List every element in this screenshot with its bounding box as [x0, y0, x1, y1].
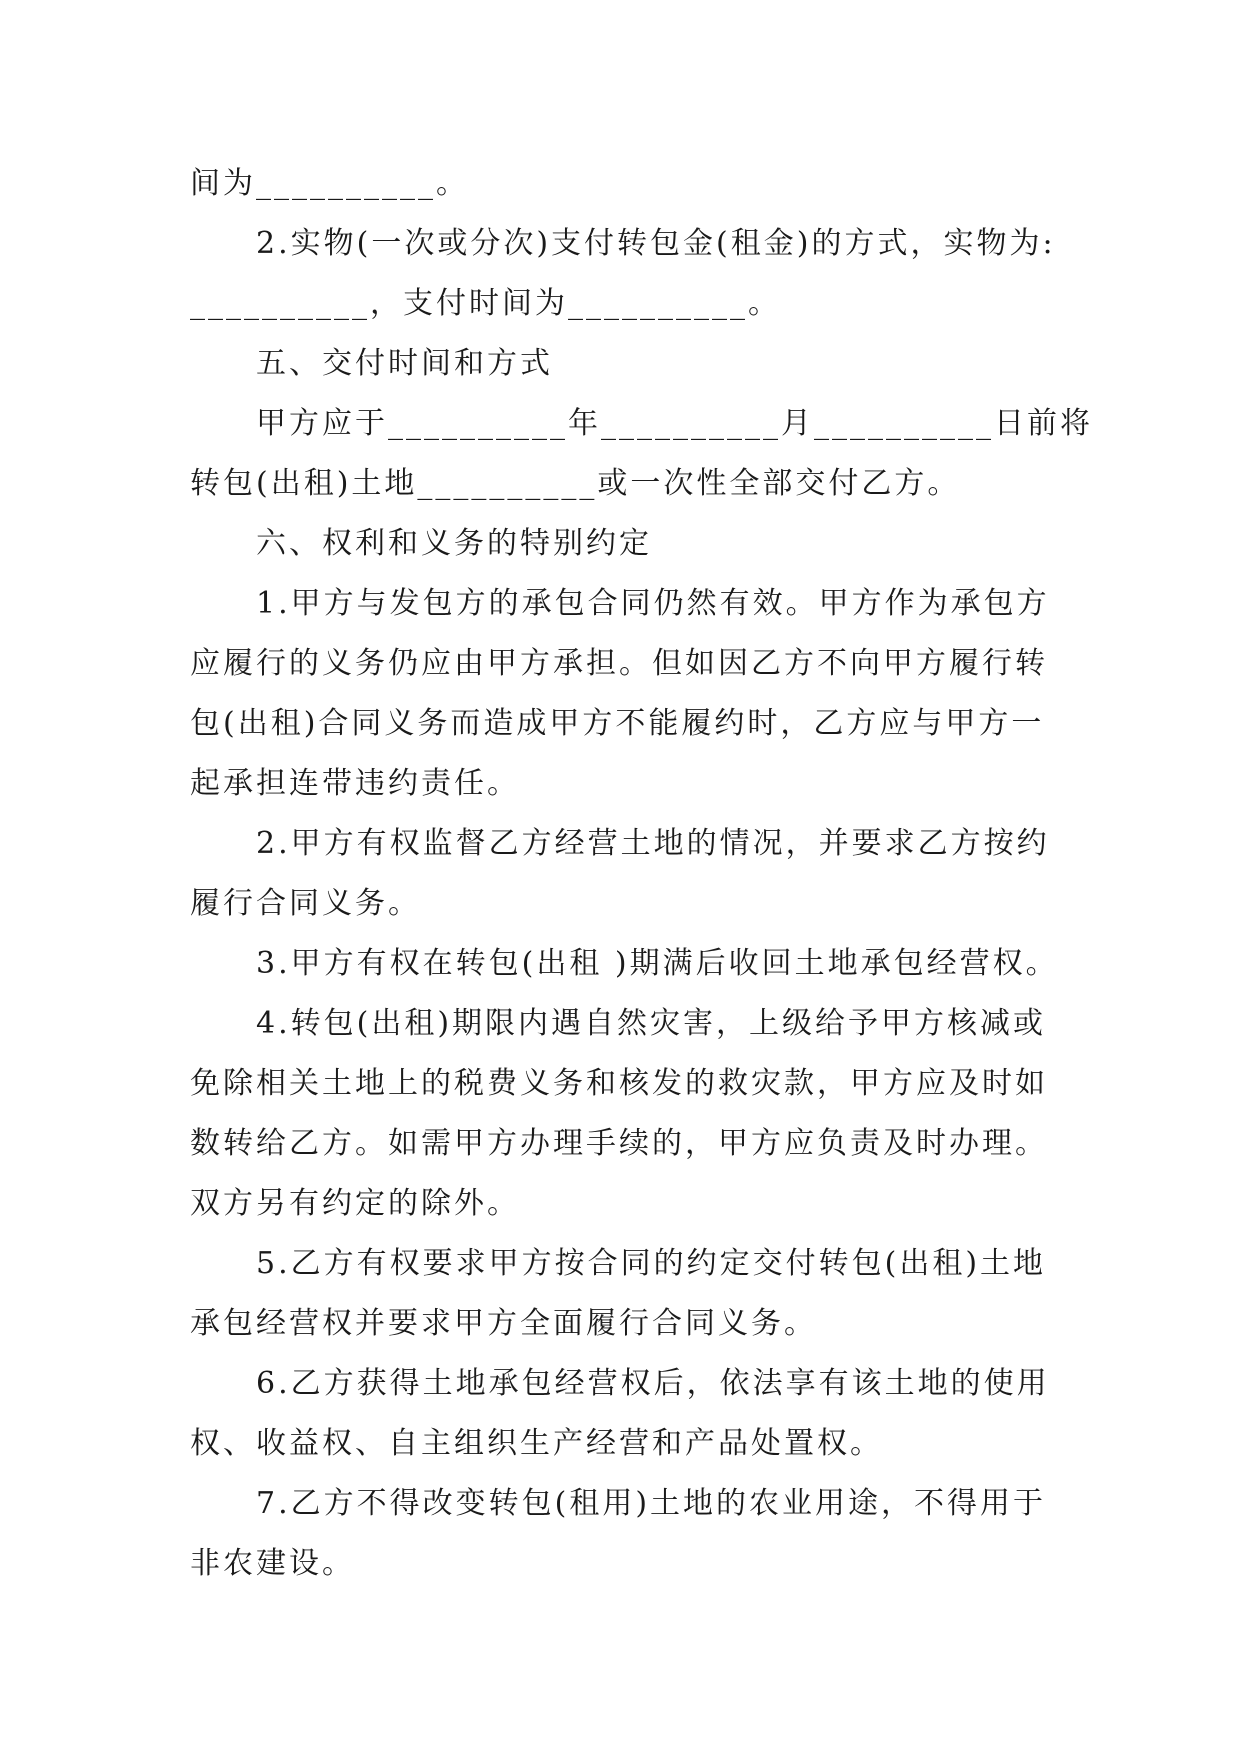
text-line: 权、收益权、自主组织生产经营和产品处置权。 — [190, 1426, 883, 1461]
text-line: 甲方应于__________年__________月__________日前将 — [256, 406, 1093, 441]
text-line: 数转给乙方。如需甲方办理手续的，甲方应负责及时办理。 — [190, 1126, 1048, 1161]
text-line: 包(出租)合同义务而造成甲方不能履约时，乙方应与甲方一 — [190, 706, 1045, 741]
text-line: 转包(出租)土地__________或一次性全部交付乙方。 — [190, 466, 961, 501]
text-line: 2.甲方有权监督乙方经营土地的情况，并要求乙方按约 — [256, 826, 1050, 861]
text-line: 7.乙方不得改变转包(租用)土地的农业用途，不得用于 — [256, 1486, 1047, 1521]
text-line: 5.乙方有权要求甲方按合同的约定交付转包(出租)土地 — [256, 1246, 1047, 1281]
text-line: 起承担连带违约责任。 — [190, 766, 520, 801]
text-line: 非农建设。 — [190, 1546, 355, 1581]
text-line: __________，支付时间为__________。 — [190, 286, 781, 321]
text-line: 承包经营权并要求甲方全面履行合同义务。 — [190, 1306, 817, 1341]
text-line: 应履行的义务仍应由甲方承担。但如因乙方不向甲方履行转 — [190, 646, 1048, 681]
text-line: 1.甲方与发包方的承包合同仍然有效。甲方作为承包方 — [256, 586, 1050, 621]
section-heading: 六、权利和义务的特别约定 — [256, 526, 652, 561]
text-line: 双方另有约定的除外。 — [190, 1186, 520, 1221]
text-line: 履行合同义务。 — [190, 886, 421, 921]
text-line: 6.乙方获得土地承包经营权后，依法享有该土地的使用 — [256, 1366, 1050, 1401]
text-line: 间为__________。 — [190, 166, 469, 201]
text-line: 3.甲方有权在转包(出租 )期满后收回土地承包经营权。 — [256, 946, 1059, 981]
section-heading: 五、交付时间和方式 — [256, 346, 553, 381]
text-line: 免除相关土地上的税费义务和核发的救灾款，甲方应及时如 — [190, 1066, 1048, 1101]
text-line: 2.实物(一次或分次)支付转包金(租金)的方式，实物为: — [256, 226, 1056, 261]
text-line: 4.转包(出租)期限内遇自然灾害，上级给予甲方核减或 — [256, 1006, 1047, 1041]
